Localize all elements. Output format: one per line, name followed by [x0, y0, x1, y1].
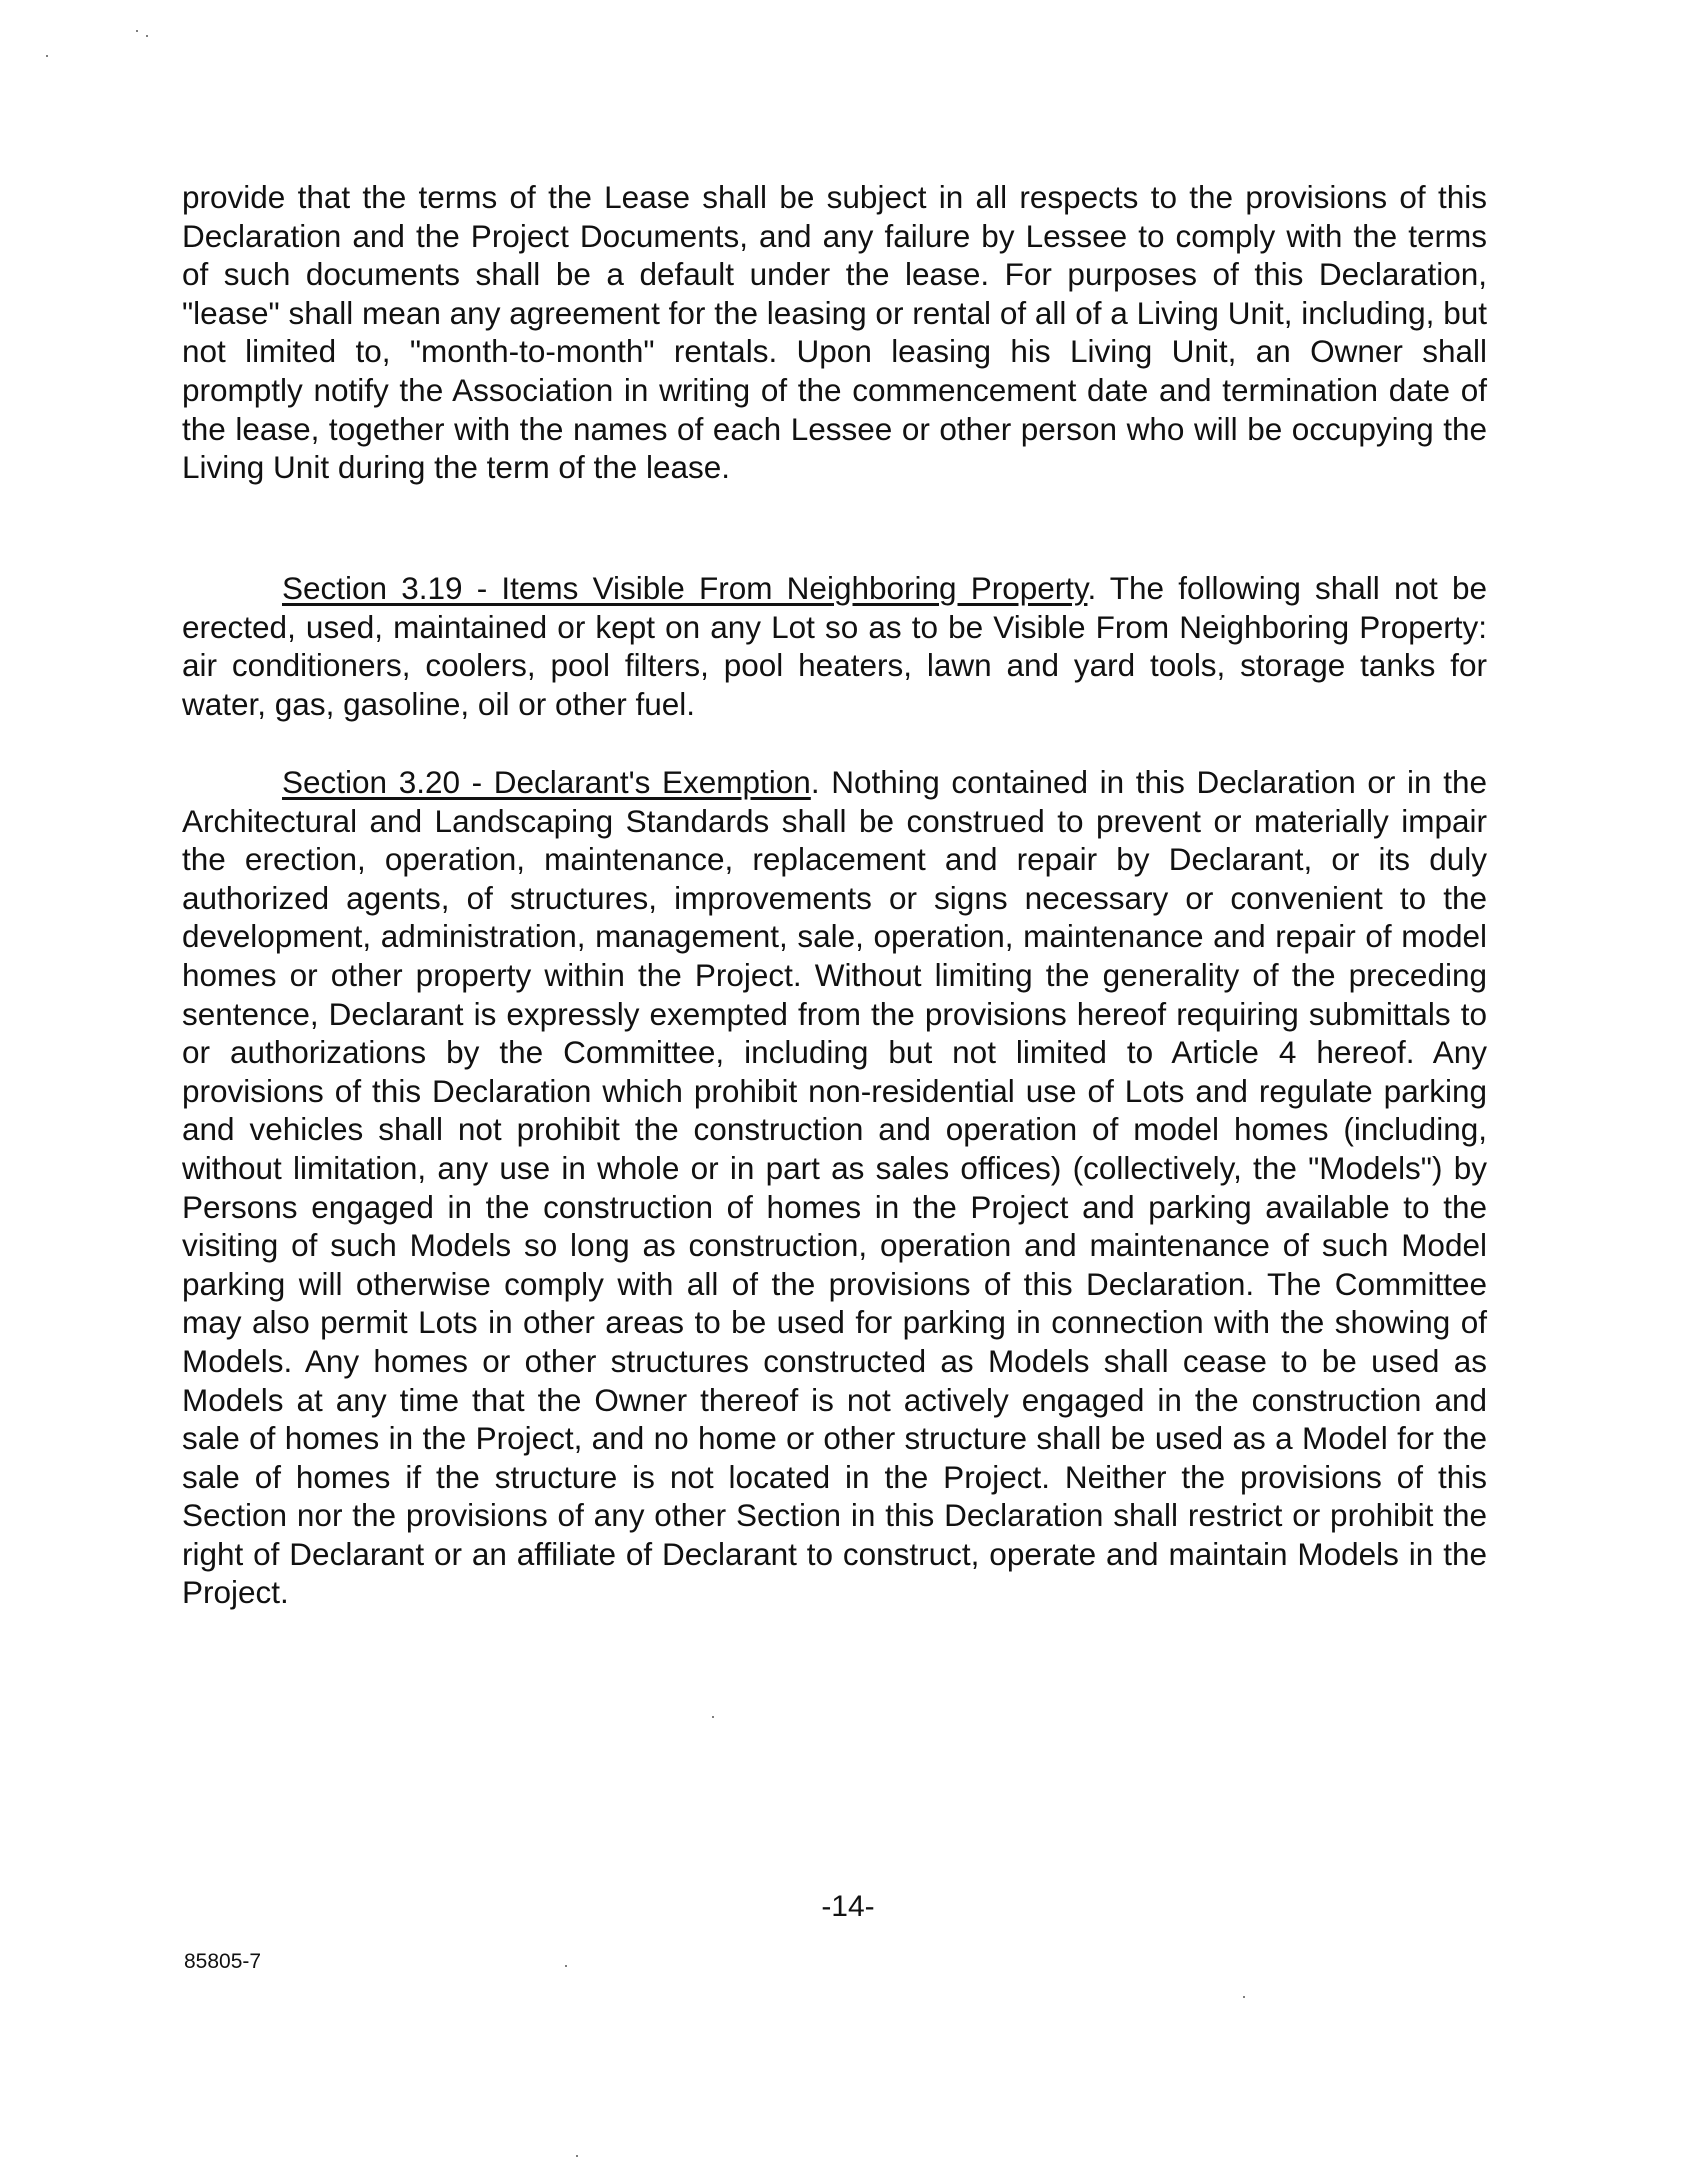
paragraph-section-3-20: [182, 763, 1487, 1612]
document-code: 85805-7: [184, 1950, 262, 1973]
page-number: -14-: [821, 1890, 875, 1923]
scan-speck: [46, 55, 48, 57]
section-heading-3-19: Section 3.19 - Items Visible From Neighboring Property: [282, 570, 1088, 606]
scan-speck: [136, 30, 138, 32]
scan-speck: [565, 1965, 567, 1967]
scan-speck: [1243, 1996, 1245, 1998]
section-heading-3-20: Section 3.20 - Declarant's Exemption: [282, 764, 811, 800]
paragraph-section-3-19: [182, 569, 1487, 723]
scan-speck: [146, 35, 148, 37]
paragraph-text: . Nothing contained in this Declaration or in the Architectural and Landscaping Standards shall be construed to prevent or materially impair the erection, operation, maintenance, replacement and repair by Declarant, or its duly authorized agents, of structures, improvements or signs necessary or convenient to the development, administration, management, sale, operation, maintenance and repair of model homes or other property within the Project. Without limiting the generality of the preceding sentence, Declarant is expressly exempted from the provisions hereof requiring submittals to or authorizations by the Committee, including but not limited to Article 4 hereof. Any provisions of this Declaration which prohibit non-residential use of Lots and regulate parking and vehicles shall not prohibit the construction and operation of model homes (including, without limitation, any use in whole or in part as sales offices) (collectively, the "Models") by Persons engaged in the construction of homes in the Project and parking available to the visiting of such Models so long as construction, operation and maintenance of such Model parking will otherwise comply with all of the provisions of this Declaration. The Committee may also permit Lots in other areas to be used for parking in connection with the showing of Models. Any homes or other structures constructed as Models shall cease to be used as Models at any time that the Owner thereof is not actively engaged in the construction and sale of homes in the Project, and no home or other structure shall be used as a Model for the sale of homes if the structure is not located in the Project. Neither the provisions of this Section nor the provisions of any other Section in this Declaration shall restrict or prohibit the right of Declarant or an affiliate of Declarant to construct, operate and maintain Models in the Project.: [182, 764, 1487, 1611]
paragraph-text: provide that the terms of the Lease shall be subject in all respects to the provisions of this Declaration and the Project Documents, and any failure by Lessee to comply with the terms of such documents shall be a default under the lease. For purposes of this Declaration, "lease" shall mean any agreement for the leasing or rental of all of a Living Unit, including, but not limited to, "month-to-month" rentals. Upon leasing his Living Unit, an Owner shall promptly notify the Association in writing of the commencement date and termination date of the lease, together with the names of each Lessee or other person who will be occupying the Living Unit during the term of the lease.: [182, 179, 1487, 486]
scan-speck: [576, 2155, 578, 2157]
paragraph-text: . The following shall not be erected, used, maintained or kept on any Lot so as to be Visible From Neighboring Property: air conditioners, coolers, pool filters, pool heaters, lawn and yard tools, storage tanks for water, gas, gasoline, oil or other fuel.: [182, 570, 1487, 722]
scan-speck: [712, 1716, 714, 1718]
paragraph-lease-terms: [182, 178, 1487, 487]
